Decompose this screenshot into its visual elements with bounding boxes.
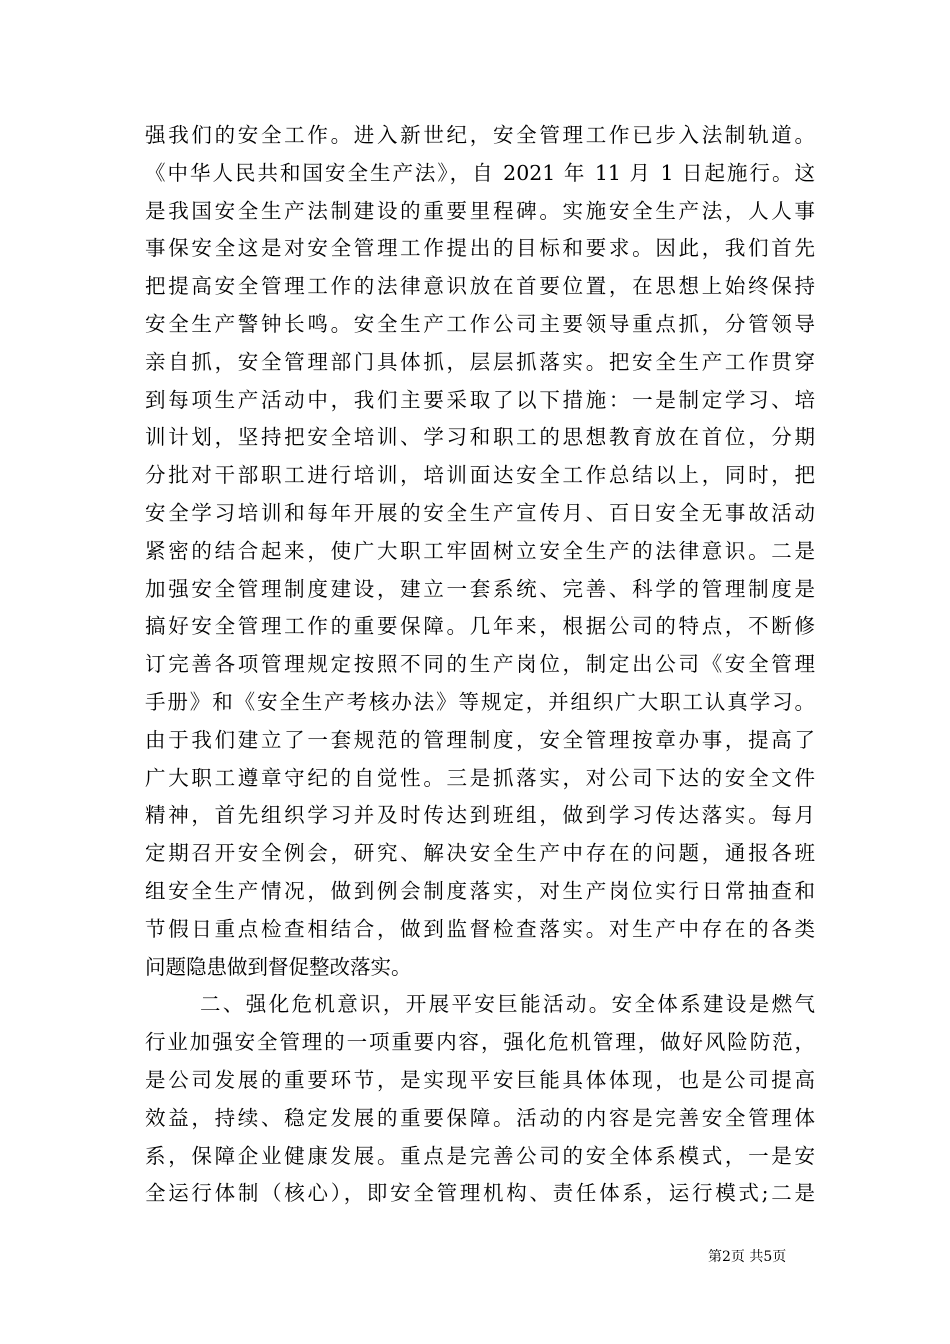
text-line: 手册》和《安全生产考核办法》等规定，并组织广大职工认真学习。 — [145, 689, 815, 714]
text-line: 强我们的安全工作。进入新世纪，安全管理工作已步入法制轨道。 — [145, 123, 815, 147]
text-line: 亲自抓，安全管理部门具体抓，层层抓落实。把安全生产工作贯穿 — [145, 349, 815, 374]
total-pages-number: 5 — [763, 1249, 773, 1265]
text-line: 紧密的结合起来，使广大职工牢固树立安全生产的法律意识。二是 — [145, 538, 815, 563]
text-line: 订完善各项管理规定按照不同的生产岗位，制定出公司《安全管理 — [145, 652, 815, 677]
text-line: 定期召开安全例会，研究、解决安全生产中存在的问题，通报各班 — [145, 841, 815, 866]
text-line: 广大职工遵章守纪的自觉性。三是抓落实，对公司下达的安全文件 — [145, 765, 815, 790]
text-line: 是公司发展的重要环节，是实现平安巨能具体体现，也是公司提高 — [145, 1067, 815, 1092]
text-line: 加强安全管理制度建设，建立一套系统、完善、科学的管理制度是 — [145, 576, 815, 601]
footer-suffix: 页 — [772, 1249, 787, 1265]
text-line: 由于我们建立了一套规范的管理制度，安全管理按章办事，提高了 — [145, 727, 815, 752]
text-line: 节假日重点检查相结合，做到监督检查落实。对生产中存在的各类 — [145, 916, 815, 941]
text-line: 是我国安全生产法制建设的重要里程碑。实施安全生产法，人人事 — [145, 198, 815, 223]
page-footer — [708, 1247, 786, 1267]
text-line: 精神，首先组织学习并及时传达到班组，做到学习传达落实。每月 — [145, 803, 815, 828]
text-line: 分批对干部职工进行培训，培训面达安全工作总结以上，同时，把 — [145, 463, 815, 488]
text-line: 问题隐患做到督促整改落实。 — [145, 954, 412, 979]
text-line: 搞好安全管理工作的重要保障。几年来，根据公司的特点，不断修 — [145, 614, 815, 639]
text-line: 事保安全这是对安全管理工作提出的目标和要求。因此，我们首先 — [145, 236, 815, 261]
text-line: 全运行体制（核心），即安全管理机构、责任体系，运行模式;二是 — [145, 1181, 815, 1206]
footer-middle: 页 共 — [730, 1249, 764, 1265]
text-line: 安全学习培训和每年开展的安全生产宣传月、百日安全无事故活动 — [145, 500, 815, 525]
text-line: 安全生产警钟长鸣。安全生产工作公司主要领导重点抓，分管领导 — [145, 311, 815, 336]
current-page-number: 2 — [722, 1249, 731, 1265]
text-line: 把提高安全管理工作的法律意识放在首要位置，在思想上始终保持 — [145, 274, 815, 299]
text-line: 二、强化危机意识，开展平安巨能活动。安全体系建设是燃气 — [200, 992, 815, 1017]
text-line: 到每项生产活动中，我们主要采取了以下措施：一是制定学习、培 — [145, 387, 815, 412]
text-line: 效益，持续、稳定发展的重要保障。活动的内容是完善安全管理体 — [145, 1105, 815, 1130]
text-line: 《中华人民共和国安全生产法》，自 2021 年 11 月 1 日起施行。这 — [145, 160, 815, 185]
text-line: 系，保障企业健康发展。重点是完善公司的安全体系模式，一是安 — [145, 1143, 815, 1168]
text-line: 组安全生产情况，做到例会制度落实，对生产岗位实行日常抽查和 — [145, 878, 815, 903]
text-line: 训计划，坚持把安全培训、学习和职工的思想教育放在首位，分期 — [145, 425, 815, 450]
text-line: 行业加强安全管理的一项重要内容，强化危机管理，做好风险防范， — [145, 1030, 815, 1055]
document-body — [145, 117, 815, 1213]
footer-prefix: 第 — [708, 1249, 722, 1265]
